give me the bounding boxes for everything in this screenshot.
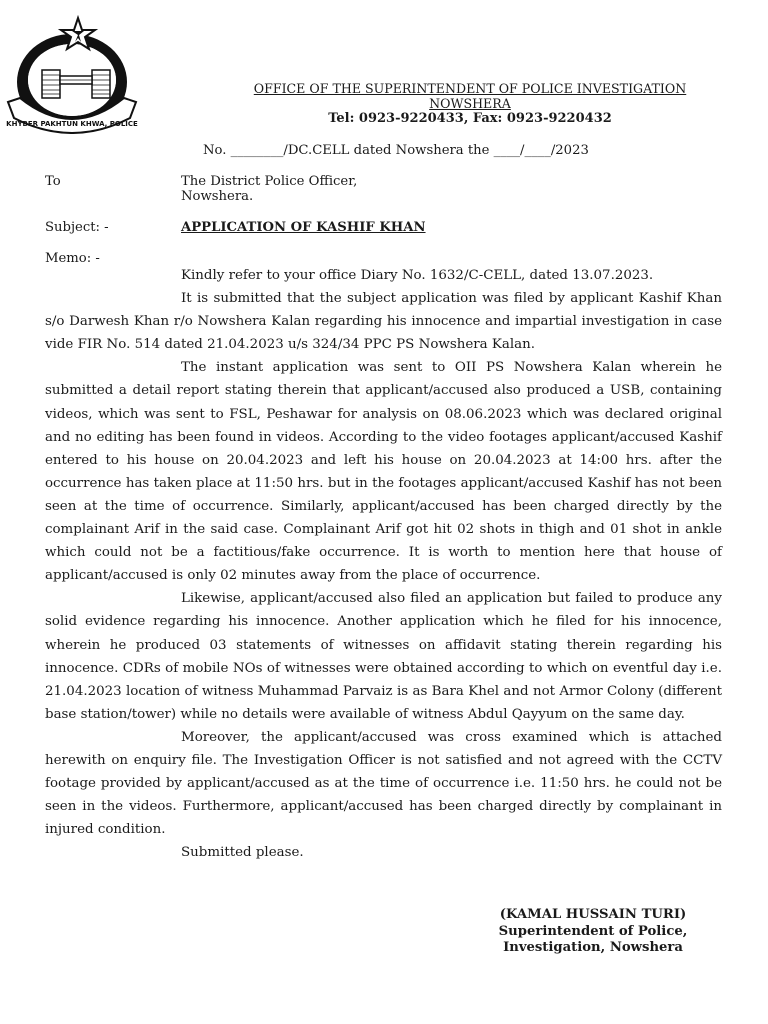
memo-label: Memo: - [45, 251, 100, 266]
subject-label: Subject: - [45, 220, 109, 235]
signature-block [470, 907, 716, 957]
body-paragraph: Likewise, applicant/accused also filed an application but failed to produce any solid evidence regarding his innocence. Another application which he filed for his innocence, wherein he produced 03 statements of witnesses on affidavit stating therein regarding his innocence. CDRs of mobile NOs of witnesses were obtained according to which on eventful day i.e. 21.04.2023 location of witness Muhammad Parvaiz is as Bara Khel and not Armor Colony (different base station/tower) while no details were available of witness Abdul Qayyum on the same day. [45, 591, 722, 722]
body-paragraph: Kindly refer to your office Diary No. 1632/C-CELL, dated 13.07.2023. [181, 268, 654, 283]
memo-body [45, 264, 722, 864]
office-title [200, 81, 740, 126]
body-paragraph: Moreover, the applicant/accused was cross examined which is attached herewith on enquiry file. The Investigation Officer is not satisfied and not agreed with the CCTV footage provided by applicant/accused as at the time of occurrence i.e. 11:50 hrs. he could not be seen in the videos. Furthermore, applicant/accused has been charged directly by complainant in injured condition. [45, 729, 722, 838]
reference-number-line: No. ________/DC.CELL dated Nowshera the ____/____/2023 [203, 143, 589, 158]
office-title-line2: NOWSHERA [429, 96, 511, 111]
signatory-designation: Superintendent of Police, [498, 923, 688, 939]
body-paragraph: It is submitted that the subject application was filed by applicant Kashif Khan s/o Darwesh Khan r/o Nowshera Kalan regarding his innocence and impartial investigation in case vide FIR No. 514 dated 21.04.2023 u/s 324/34 PPC PS Nowshera Kalan. [45, 291, 722, 353]
police-emblem-logo [2, 14, 142, 134]
body-paragraph-closing: Submitted please. [181, 845, 304, 861]
khyber-pakhtunkhwa-police-emblem-icon [2, 14, 142, 134]
subject-text: APPLICATION OF KASHIF KHAN [181, 220, 426, 235]
addressee-line2: Nowshera. [181, 189, 254, 204]
addressee-block [181, 174, 357, 204]
signatory-name: (KAMAL HUSSAIN TURI) [499, 907, 687, 922]
addressee-line1: The District Police Officer, [181, 174, 358, 189]
office-contact: Tel: 0923-9220433, Fax: 0923-9220432 [328, 111, 612, 126]
to-label: To [45, 174, 61, 189]
emblem-ribbon-text: KHYBER PAKHTUN KHWA, POLICE [6, 120, 138, 128]
body-paragraph: The instant application was sent to OII PS Nowshera Kalan wherein he submitted a detail report stating therein that applicant/accused also produced a USB, containing videos, which was sent to FSL, Peshawar for analysis on 08.06.2023 which was declared original and no editing has been found in videos. According to the video footages applicant/accused Kashif entered to his house on 20.04.2023 and left his house on 20.04.2023 at 14:00 hrs. after the occurrence has taken place at 11:50 hrs. but in the footages applicant/accused Kashif has not been seen at the time of occurrence. Similarly, applicant/accused has been charged directly by the complainant Arif in the said case. Complainant Arif got hit 02 shots in thigh and 01 shot in ankle which could not be a factitious/fake occurrence. It is worth to mention here that house of applicant/accused is only 02 minutes away from the place of occurrence. [45, 360, 722, 584]
signatory-unit: Investigation, Nowshera [503, 940, 683, 955]
office-title-line1: OFFICE OF THE SUPERINTENDENT OF POLICE INVESTIGATION [253, 81, 687, 96]
